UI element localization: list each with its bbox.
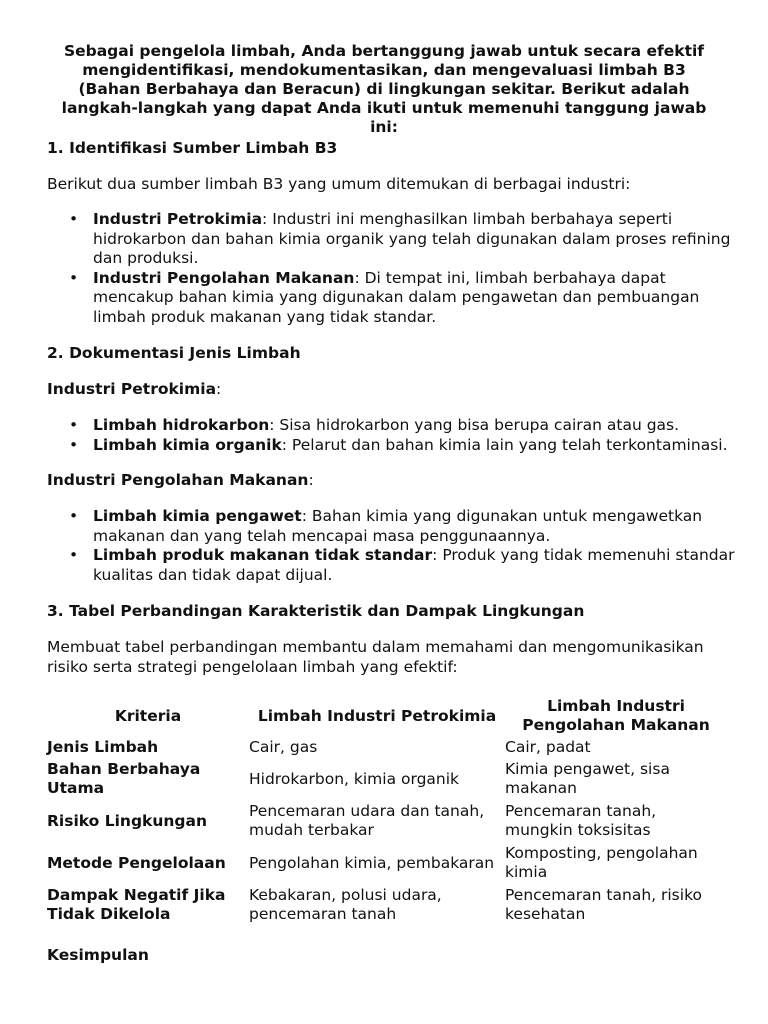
group-b-colon: : [308,471,314,489]
list-item-text: : Bahan kimia yang digunakan untuk mengawetkan makanan dan yang telah mencapai masa penggunaannya. [93,507,703,545]
table-cell: Pencemaran udara dan tanah, mudah terbakar [249,802,485,839]
list-item [47,507,737,546]
table-cell-criteria: Dampak Negatif Jika Tidak Dikelola [47,886,226,923]
group-a-colon: : [216,380,222,398]
list-item-term: Limbah kimia organik [93,435,282,454]
list-item [47,210,737,269]
table-cell-criteria: Jenis Limbah [47,737,159,756]
list-item [47,546,737,585]
table-header-cell: Kriteria [114,706,182,725]
list-item-text: : Produk yang tidak memenuhi standar kualitas dan tidak dapat dijual. [93,546,735,584]
section2-heading: 2. Dokumentasi Jenis Limbah [47,344,301,362]
table-row [47,800,727,842]
intro-paragraph: Sebagai pengelola limbah, Anda bertanggung jawab untuk secara efektif mengidentifikasi, mendokumentasikan, dan mengevaluasi limbah B3 (Bahan Berbahaya dan Beracun) di lingkungan sekitar. Berikut adalah langkah-langkah yang dapat Anda ikuti untuk memenuhi tanggung jawab ini: [61,42,707,136]
table-row [47,884,727,926]
group-b-title [47,471,737,491]
table-cell: Pencemaran tanah, mungkin toksisitas [505,802,657,839]
table-cell: Cair, gas [249,737,318,756]
list-item-text: : Di tempat ini, limbah berbahaya dapat mencakup bahan kimia yang digunakan dalam pengawetan dan pembuangan limbah produk makanan yang tidak standar. [93,268,700,326]
list-item [47,269,737,328]
table-cell-criteria: Risiko Lingkungan [47,811,208,830]
table-cell: Cair, padat [505,737,591,756]
list-item-text: : Pelarut dan bahan kimia lain yang telah terkontaminasi. [281,435,728,454]
list-item-text: : Sisa hidrokarbon yang bisa berupa cairan atau gas. [269,416,680,434]
group-b-list [47,507,737,585]
section1-heading: 1. Identifikasi Sumber Limbah B3 [47,139,338,157]
table-row [47,758,727,800]
table-header-row [47,696,727,736]
table-cell-criteria: Metode Pengelolaan [47,853,226,872]
comparison-table [47,696,727,926]
table-cell: Kimia pengawet, sisa makanan [505,760,670,797]
group-a-title-text: Industri Petrokimia [47,380,217,398]
conclusion-heading: Kesimpulan [47,946,149,964]
table-cell: Komposting, pengolahan kimia [505,844,698,881]
table-row [47,736,727,758]
table-cell: Pengolahan kimia, pembakaran [249,853,495,872]
table-cell: Hidrokarbon, kimia organik [249,769,460,788]
section1-lead: Berikut dua sumber limbah B3 yang umum ditemukan di berbagai industri: [47,175,631,193]
section3-heading: 3. Tabel Perbandingan Karakteristik dan Dampak Lingkungan [47,602,585,620]
list-item-term: Industri Pengolahan Makanan [93,268,355,287]
list-item [47,436,737,456]
table-header-cell: Limbah Industri Petrokimia [257,706,497,725]
group-b-title-text: Industri Pengolahan Makanan [47,471,309,489]
table-cell-criteria: Bahan Berbahaya Utama [47,760,201,797]
list-item-term: Industri Petrokimia [93,210,263,228]
table-row [47,842,727,884]
table-cell: Pencemaran tanah, risiko kesehatan [505,886,702,923]
list-item-text: : Industri ini menghasilkan limbah berbahaya seperti hidrokarbon dan bahan kimia organik yang telah digunakan dalam proses refining dan produksi. [93,210,731,267]
list-item-term: Limbah hidrokarbon [93,416,270,434]
section3-lead: Membuat tabel perbandingan membantu dalam memahami dan mengomunikasikan risiko serta strategi pengelolaan limbah yang efektif: [47,638,704,676]
group-a-list [47,416,737,455]
table-header-cell: Limbah Industri Pengolahan Makanan [522,697,710,734]
section1-list [47,210,737,327]
group-a-title [47,380,737,400]
list-item-term: Limbah kimia pengawet [93,507,302,525]
table-cell: Kebakaran, polusi udara, pencemaran tanah [249,886,442,923]
list-item [47,416,737,436]
list-item-term: Limbah produk makanan tidak standar [93,546,433,564]
